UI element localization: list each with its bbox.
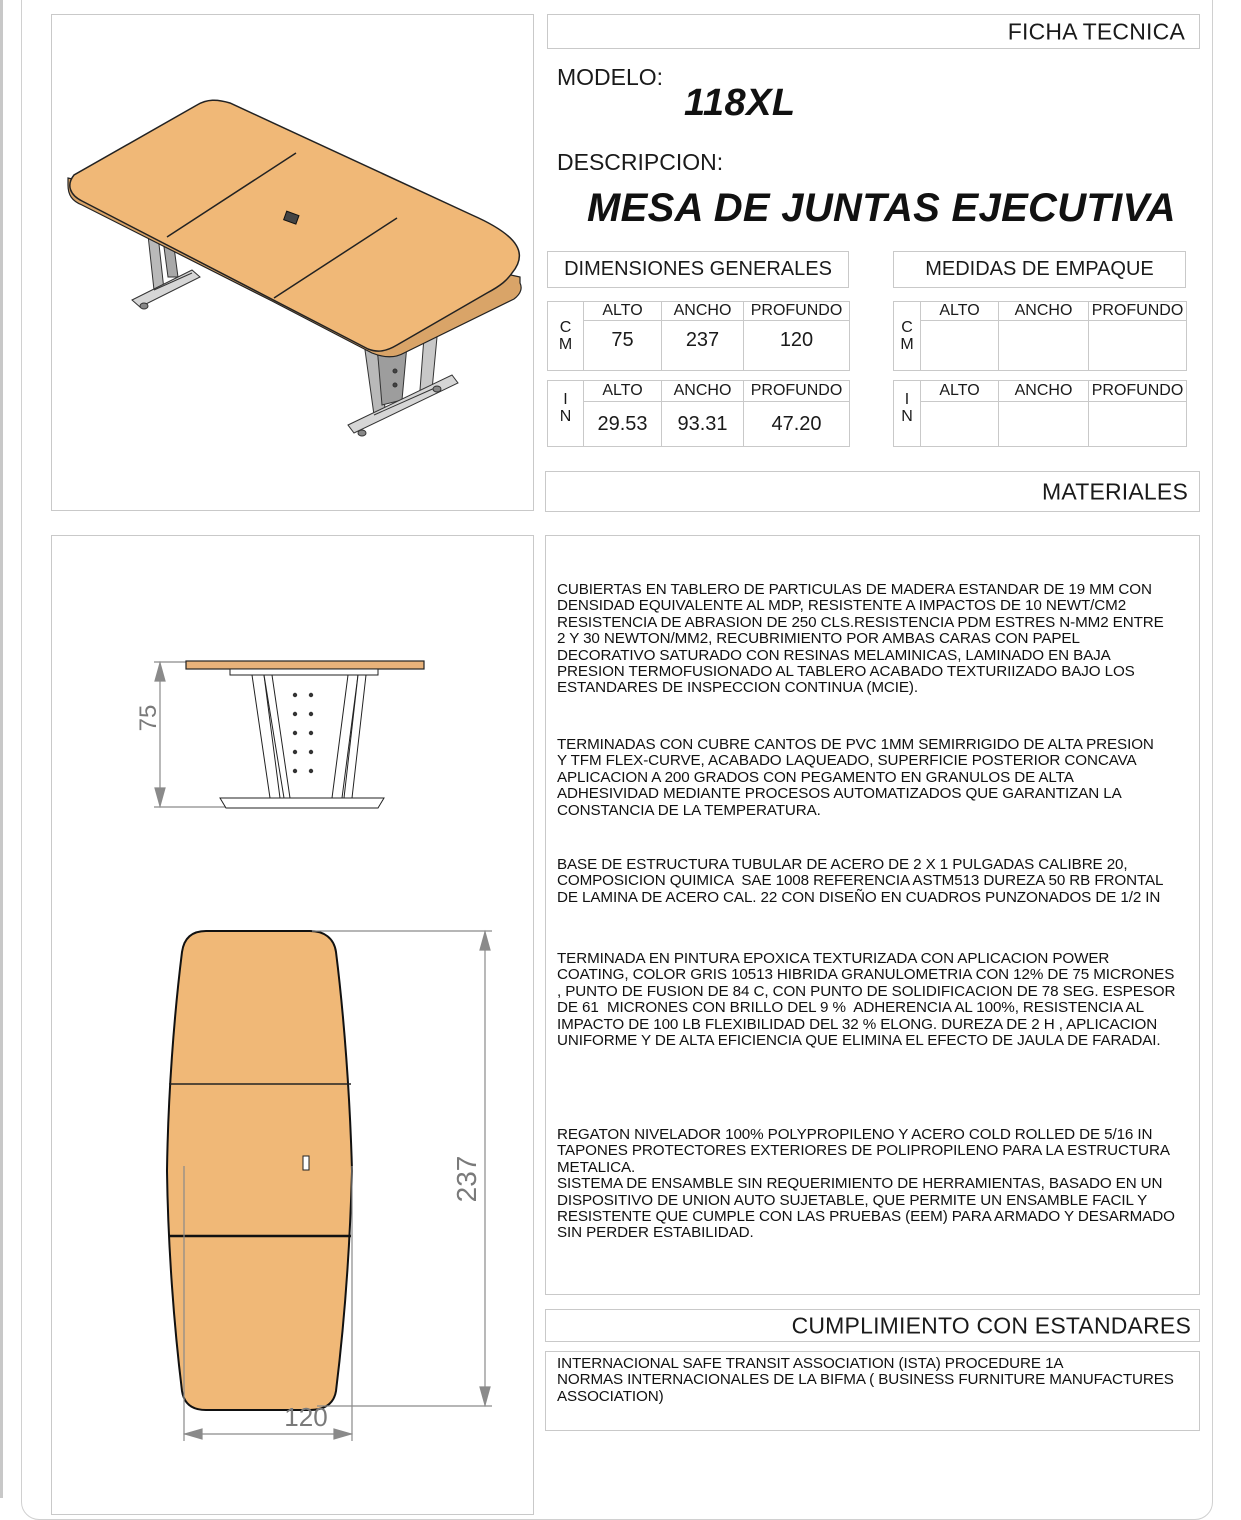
header-alto: ALTO — [921, 302, 999, 321]
value-alto-in: 29.53 — [584, 402, 662, 447]
punched-holes — [293, 693, 313, 773]
header-profundo: PROFUNDO — [1089, 302, 1187, 321]
table-top-surface — [70, 100, 520, 351]
material-paragraph-cantos: TERMINADAS CON CUBRE CANTOS DE PVC 1MM SEMIRRIGIDO DE ALTA PRESION Y TFM FLEX-CURVE, ACABADO LAQUEADO, SUPERFICIE POSTERIOR CONCAVA APLICACION A 200 GRADOS CON PEGAMENTO EN GRANULOS DE ALTA ADHESIVIDAD MEDIANTE PROCESOS AUTOMATIZADOS QUE GARANTIZAN LA CONSTANCIA DE LA TEMPERATURA. — [557, 736, 1154, 819]
top-view-drawing — [52, 916, 532, 1516]
dimensiones-generales-title: DIMENSIONES GENERALES — [547, 251, 849, 288]
description-label: DESCRIPCION: — [557, 149, 724, 175]
model-value: 118XL — [684, 82, 796, 124]
dimensiones-in-table — [547, 380, 850, 447]
description-value: MESA DE JUNTAS EJECUTIVA — [587, 186, 1176, 230]
value-alto-cm — [921, 321, 999, 371]
header-profundo: PROFUNDO — [744, 302, 850, 321]
width-dimension-label: 120 — [284, 1402, 328, 1432]
unit-in: I N — [548, 381, 584, 447]
material-paragraph-base: BASE DE ESTRUCTURA TUBULAR DE ACERO DE 2 X 1 PULGADAS CALIBRE 20, COMPOSICION QUIMICA SAE 1008 REFERENCIA ASTM513 DUREZA 50 RB FRONTAL DE LAMINA DE ACERO CAL. 22 CON DISEÑO EN CUADROS PUNZONADOS DE 1/2 IN — [557, 856, 1164, 906]
material-paragraph-regaton: REGATON NIVELADOR 100% POLYPROPILENO Y ACERO COLD ROLLED DE 5/16 IN TAPONES PROTECTORES EXTERIORES DE POLIPROPILENO PARA LA ESTRUCTURA METALICA. SISTEMA DE ENSAMBLE SIN REQUERIMIENTO DE HERRAMIENTAS, BASADO EN UN DISPOSITIVO DE UNION AUTO SUJETABLE, QUE PERMITE UN ENSAMBLE FACIL Y RESISTENTE QUE CUMPLE CON LAS PRUEBAS (EEM) PARA ARMADO Y DESARMADO SIN PERDER ESTABILIDAD. — [557, 1126, 1175, 1242]
value-ancho-in — [999, 402, 1089, 447]
value-ancho-cm: 237 — [662, 321, 744, 371]
top-view-surface — [167, 931, 352, 1410]
height-dimension-label: 75 — [135, 704, 162, 732]
empaque-cm-table — [893, 301, 1187, 371]
value-profundo-in: 47.20 — [744, 402, 850, 447]
side-legs — [220, 675, 384, 808]
value-profundo-cm — [1089, 321, 1187, 371]
sheet-title: FICHA TECNICA — [1007, 18, 1185, 44]
header-ancho: ANCHO — [999, 302, 1089, 321]
value-ancho-cm — [999, 321, 1089, 371]
header-ancho: ANCHO — [662, 381, 744, 402]
model-label: MODELO: — [557, 64, 664, 90]
grommet-icon — [303, 1156, 309, 1170]
dimensiones-cm-table — [547, 301, 850, 371]
value-alto-cm: 75 — [584, 321, 662, 371]
header-ancho: ANCHO — [999, 381, 1089, 402]
materiales-body — [545, 535, 1200, 1295]
side-top — [186, 661, 424, 669]
isometric-table-drawing — [52, 15, 532, 509]
value-alto-in — [921, 402, 999, 447]
header-ancho: ANCHO — [662, 302, 744, 321]
unit-cm: C M — [548, 302, 584, 371]
header-alto: ALTO — [584, 302, 662, 321]
length-dimension-label: 237 — [451, 1155, 482, 1203]
estandares-text: INTERNACIONAL SAFE TRANSIT ASSOCIATION (ISTA) PROCEDURE 1A NORMAS INTERNACIONALES DE LA BIFMA ( BUSINESS FURNITURE MANUFACTURES ASSOCIATION) — [557, 1355, 1174, 1405]
estandares-title: CUMPLIMIENTO CON ESTANDARES — [791, 1312, 1191, 1338]
material-paragraph-cubiertas: CUBIERTAS EN TABLERO DE PARTICULAS DE MADERA ESTANDAR DE 19 MM CON DENSIDAD EQUIVALENTE AL MDP, RESISTENTE A IMPACTOS DE 10 NEWT/CM2 RESISTENCIA DE ABRASION DE 250 CLS.RESISTENCIA PDM ESTRES N-MM2 ENTRE 2 Y 30 NEWTON/MM2, RECUBRIMIENTO POR AMBAS CARAS CON PAPEL DECORATIVO SATURADO CON RESINAS MELAMINICAS, LAMINADO EN BAJA PRESION TERMOFUSIONADO AL TABLERO ACABADO TEXTURIIZADO BAJO LOS ESTANDARES DE INSPECCION CONTINUA (MCIE). — [557, 581, 1164, 697]
header-profundo: PROFUNDO — [744, 381, 850, 402]
unit-in: I N — [894, 381, 921, 447]
header-profundo: PROFUNDO — [1089, 381, 1187, 402]
value-ancho-in: 93.31 — [662, 402, 744, 447]
isometric-view-panel — [51, 14, 534, 511]
material-paragraph-pintura: TERMINADA EN PINTURA EPOXICA TEXTURIZADA CON APLICACION POWER COATING, COLOR GRIS 10513 HIBRIDA GRANULOMETRIA CON 12% DE 75 MICRONES , PUNTO DE FUSION DE 84 C, CON PUNTO DE SOLIDIFICACION DE 78 SEG. ESPESOR DE 61 MICRONES CON BRILLO DEL 9 % ADHERENCIA AL 100%, RESISTENCIA AL IMPACTO DE 100 LB FLEXIBILIDAD DEL 32 % ELONG. DUREZA DE 2 H , APLICACION UNIFORME Y DE ALTA EFICIENCIA QUE ELIMINA EL EFECTO DE JAULA DE FARADAI. — [557, 950, 1176, 1050]
side-view-drawing — [52, 536, 532, 856]
estandares-body — [545, 1351, 1200, 1431]
materiales-header — [545, 471, 1200, 512]
ficha-tecnica-header — [547, 14, 1200, 49]
header-alto: ALTO — [584, 381, 662, 402]
page-edge — [0, 0, 3, 1498]
value-profundo-cm: 120 — [744, 321, 850, 371]
estandares-header — [545, 1309, 1200, 1342]
unit-cm: C M — [894, 302, 921, 371]
height-dimension — [154, 662, 242, 807]
materiales-title: MATERIALES — [1042, 478, 1188, 504]
value-profundo-in — [1089, 402, 1187, 447]
header-alto: ALTO — [921, 381, 999, 402]
orthographic-views-panel — [51, 535, 534, 1515]
empaque-in-table — [893, 380, 1187, 447]
medidas-empaque-title: MEDIDAS DE EMPAQUE — [893, 251, 1186, 288]
